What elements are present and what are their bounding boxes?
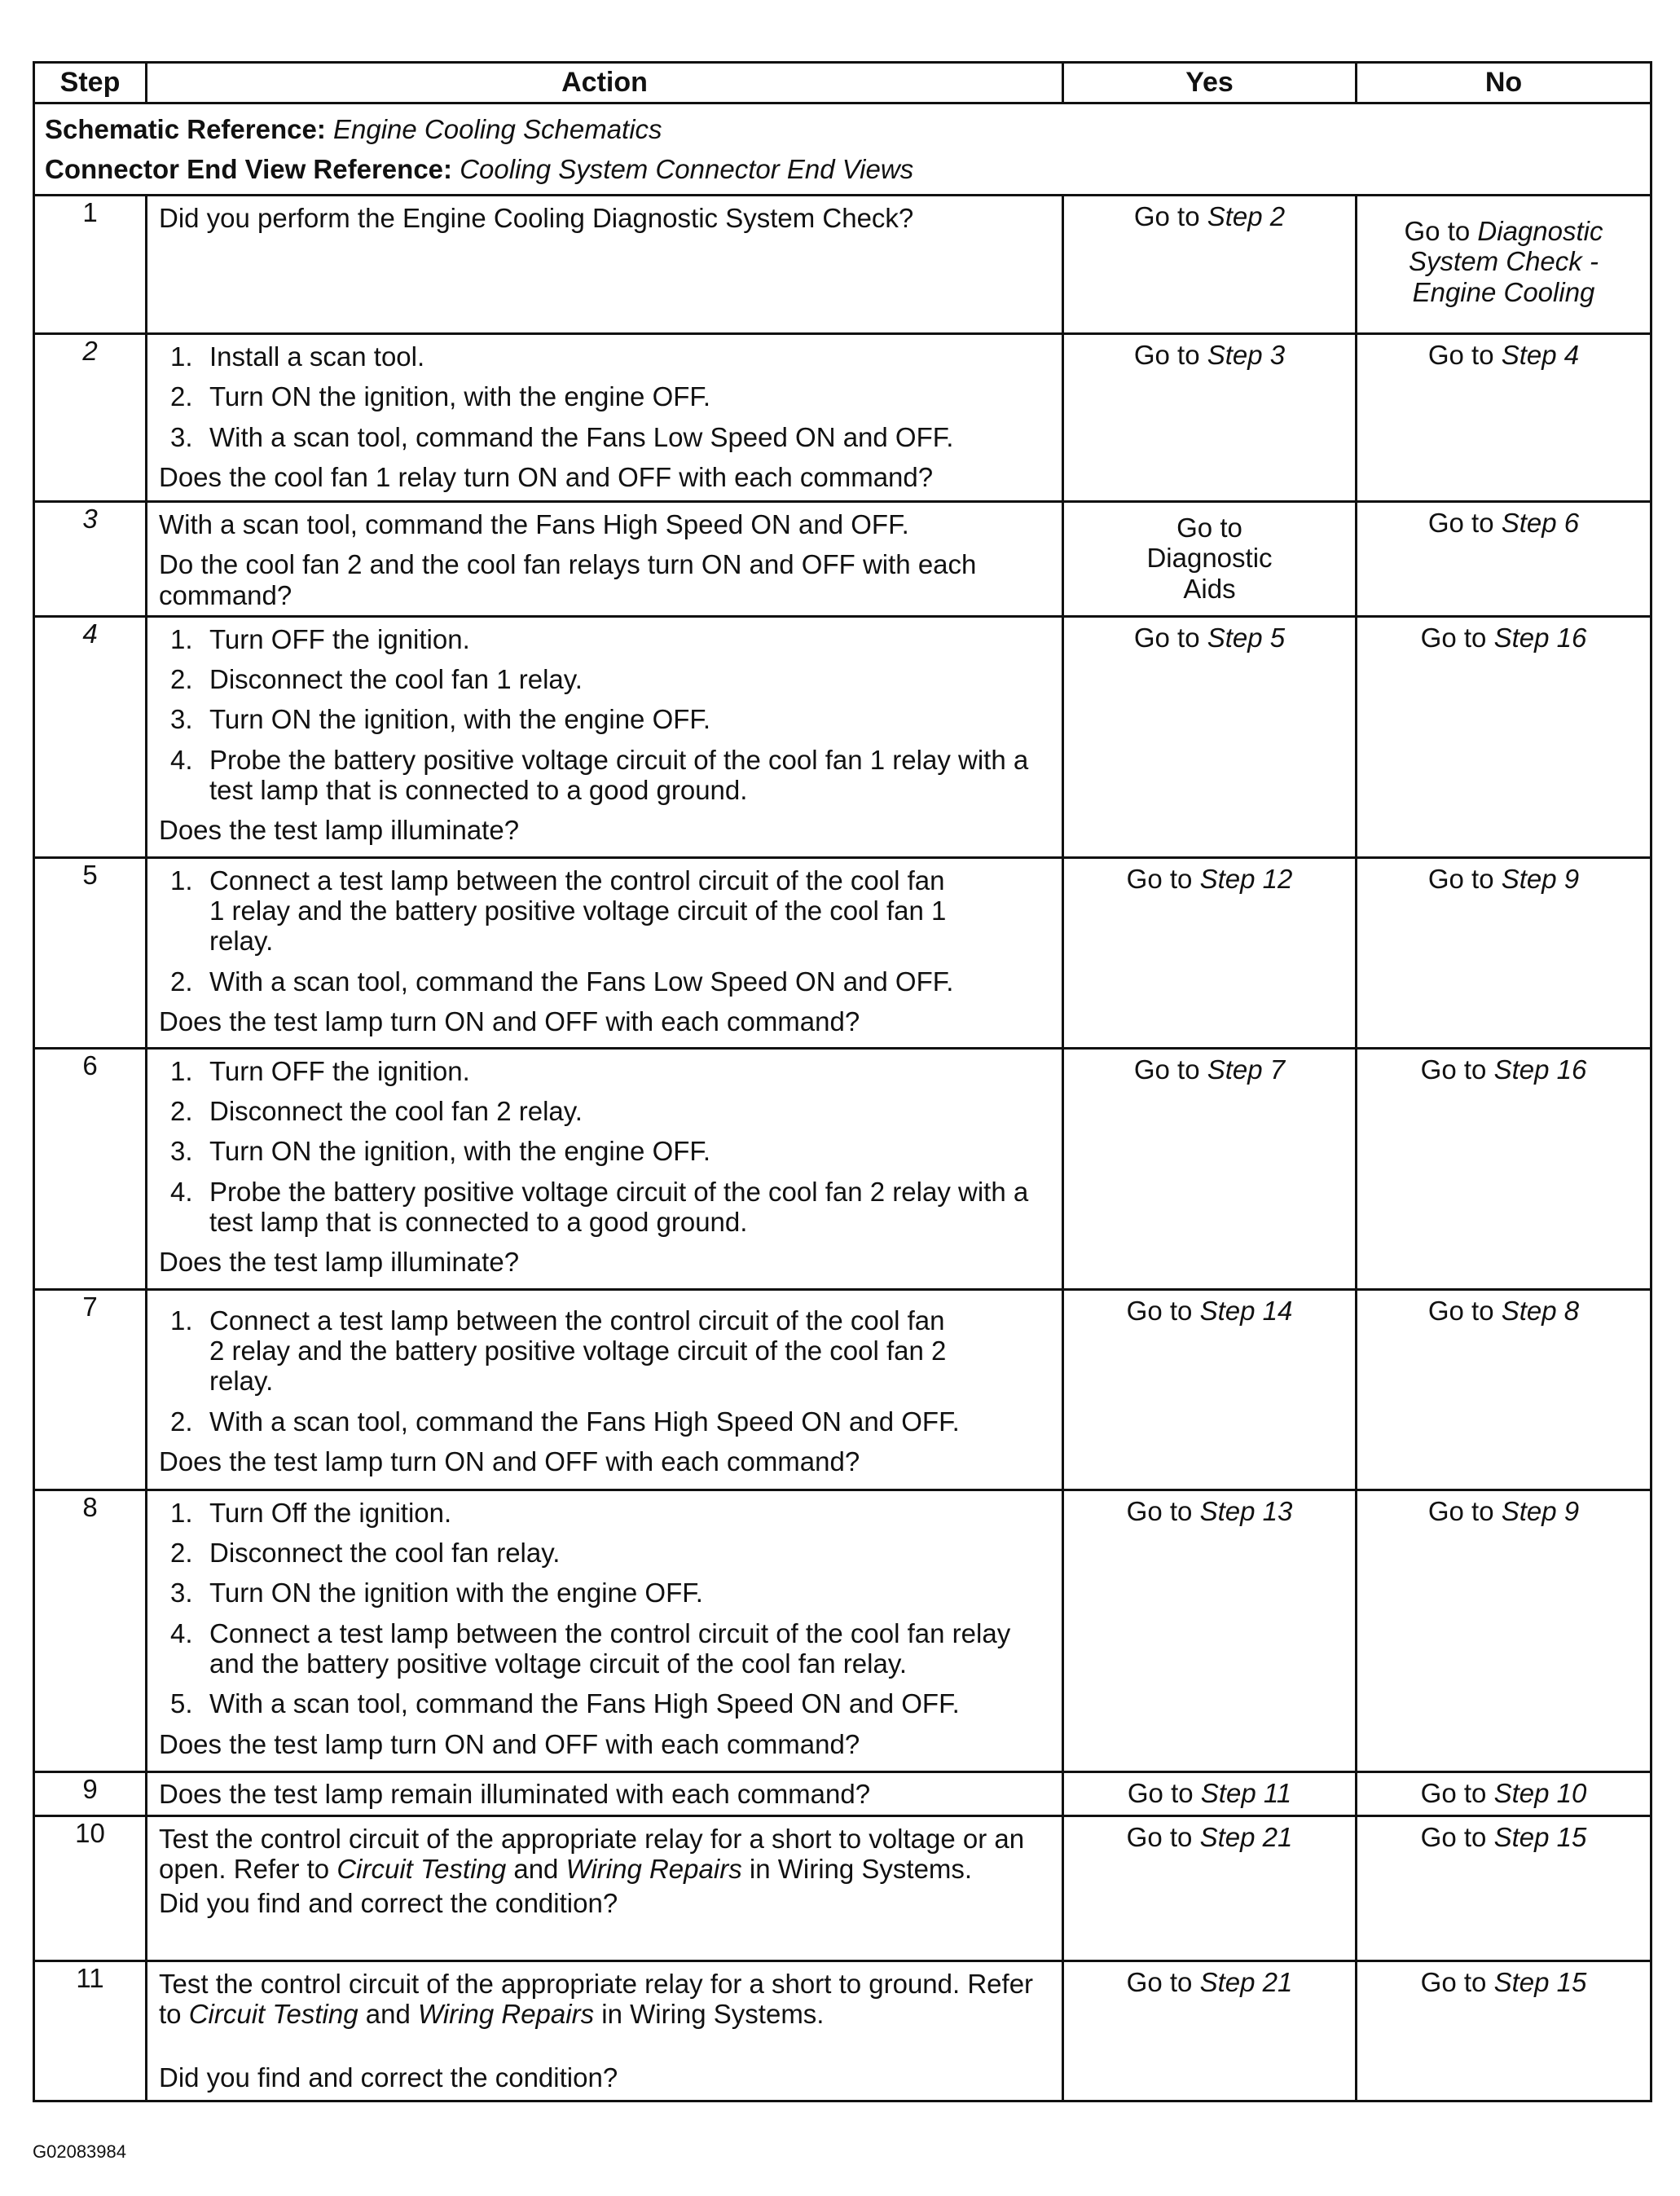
action-cell (147, 502, 1063, 617)
yes-link[interactable]: Step 11 (1200, 1777, 1292, 1808)
no-cell: Go to Step 16 (1357, 1048, 1651, 1289)
yes-link[interactable]: Step 13 (1199, 1495, 1293, 1526)
yes-link[interactable]: Go to Diagnostic Aids (1146, 513, 1273, 604)
action-item: 2. With a scan tool, command the Fans Low Speed ON and OFF. (170, 966, 954, 997)
header-yes: Yes (1063, 63, 1357, 103)
action-cell (147, 1490, 1063, 1771)
action-item: 4. Probe the battery positive voltage circuit of the cool fan 1 relay with a test lamp that is connected to a good ground. (170, 744, 1029, 805)
yes-cell: Go to Step 14 (1063, 1289, 1357, 1490)
yes-cell: Go to Step 3 (1063, 334, 1357, 502)
action-item: 3. Turn ON the ignition, with the engine OFF. (170, 1136, 711, 1167)
question-text: Does the test lamp turn ON and OFF with each command? (159, 1006, 860, 1036)
circuit-testing-link[interactable]: Circuit Testing (336, 1854, 507, 1885)
table-row (34, 502, 1651, 617)
action-cell (147, 857, 1063, 1048)
no-link[interactable]: Step 9 (1501, 1495, 1580, 1526)
connector-reference (45, 149, 1640, 189)
action-item: 2. Disconnect the cool fan 2 relay. (170, 1096, 583, 1127)
no-cell: Go to Diagnostic System Check - Engine Cooling (1357, 196, 1651, 334)
step-number: 9 (34, 1771, 147, 1815)
action-item: 1. Connect a test lamp between the control circuit of the cool fan 1 relay and the battery positive voltage circuit of the cool fan 1 relay. (170, 865, 947, 957)
yes-link[interactable]: Step 12 (1199, 863, 1293, 894)
yes-link[interactable]: Step 14 (1199, 1295, 1293, 1326)
question-text: Did you find and correct the condition? (159, 1887, 618, 1918)
no-cell: Go to Step 15 (1357, 1816, 1651, 1961)
action-text: With a scan tool, command the Fans High Speed ON and OFF. (159, 509, 909, 539)
schematic-reference-link[interactable]: Engine Cooling Schematics (333, 114, 662, 144)
yes-cell: Go to Step 11 (1063, 1771, 1357, 1815)
header-step: Step (34, 63, 147, 103)
step-number: 4 (34, 616, 147, 857)
question-text: Does the test lamp turn ON and OFF with each command? (159, 1446, 860, 1476)
yes-link[interactable]: Step 3 (1207, 340, 1286, 370)
table-row (34, 1816, 1651, 1961)
action-item: 1. Connect a test lamp between the control circuit of the cool fan 2 relay and the battery positive voltage circuit of the cool fan 2 relay. (170, 1305, 947, 1397)
action-cell (147, 196, 1063, 334)
action-cell (147, 1961, 1063, 2101)
no-link[interactable]: Step 16 (1493, 622, 1587, 653)
table-row (34, 1961, 1651, 2101)
table-row (34, 616, 1651, 857)
table-row (34, 1771, 1651, 1815)
header-row (34, 63, 1651, 103)
step-number: 8 (34, 1490, 147, 1771)
no-cell: Go to Step 9 (1357, 857, 1651, 1048)
no-cell: Go to Step 9 (1357, 1490, 1651, 1771)
action-item: 1. Install a scan tool. (170, 341, 425, 372)
question-text: Does the test lamp illuminate? (159, 815, 520, 846)
action-cell (147, 616, 1063, 857)
table-row (34, 857, 1651, 1048)
action-item: 2. Disconnect the cool fan 1 relay. (170, 664, 583, 695)
question-text: Does the cool fan 1 relay turn ON and OFF with each command? (159, 461, 934, 492)
question-text: Did you find and correct the condition? (159, 2062, 618, 2093)
yes-cell: Go to Step 2 (1063, 196, 1357, 334)
step-number: 2 (34, 334, 147, 502)
action-item: 1. Turn Off the ignition. (170, 1497, 452, 1528)
table-row (34, 1048, 1651, 1289)
connector-reference-label: Connector End View Reference: (45, 154, 453, 184)
yes-cell (1063, 502, 1357, 617)
no-cell: Go to Step 6 (1357, 502, 1651, 617)
step-number: 10 (34, 1816, 147, 1961)
no-link[interactable]: Diagnostic System Check - Engine Cooling (1409, 216, 1603, 307)
step-number: 7 (34, 1289, 147, 1490)
step-number: 6 (34, 1048, 147, 1289)
action-item: 4. Probe the battery positive voltage circuit of the cool fan 2 relay with a test lamp that is connected to a good ground. (170, 1176, 1029, 1237)
yes-link[interactable]: Step 21 (1199, 1822, 1293, 1853)
question-text: Did you perform the Engine Cooling Diagnostic System Check? (159, 203, 914, 233)
no-cell: Go to Step 8 (1357, 1289, 1651, 1490)
reference-row (34, 103, 1651, 196)
no-cell: Go to Step 15 (1357, 1961, 1651, 2101)
action-cell (147, 1289, 1063, 1490)
table-row (34, 196, 1651, 334)
yes-cell: Go to Step 21 (1063, 1816, 1357, 1961)
action-item: 1. Turn OFF the ignition. (170, 1055, 470, 1086)
question-text: Does the test lamp illuminate? (159, 1247, 520, 1278)
schematic-reference (45, 109, 1640, 149)
action-cell (147, 1048, 1063, 1289)
circuit-testing-link[interactable]: Circuit Testing (188, 1999, 358, 2030)
action-text: Test the control circuit of the appropriate relay for a short to ground. Refer to Circuit Testing and Wiring Repairs in Wiring Systems. (159, 1969, 1034, 2030)
no-link[interactable]: Step 8 (1501, 1295, 1580, 1326)
yes-cell: Go to Step 12 (1063, 857, 1357, 1048)
figure-code: G02083984 (33, 2141, 126, 2162)
action-item: 5. With a scan tool, command the Fans High Speed ON and OFF. (170, 1688, 960, 1719)
step-number: 11 (34, 1961, 147, 2101)
action-cell (147, 1771, 1063, 1815)
action-cell (147, 334, 1063, 502)
no-link[interactable]: Step 6 (1501, 508, 1580, 538)
action-item: 2. Disconnect the cool fan relay. (170, 1538, 561, 1569)
yes-link[interactable]: Step 2 (1207, 201, 1286, 231)
no-link[interactable]: Step 15 (1493, 1967, 1587, 1998)
table-row (34, 334, 1651, 502)
no-link[interactable]: Step 16 (1493, 1054, 1587, 1085)
schematic-reference-label: Schematic Reference: (45, 114, 326, 144)
action-item: 3. Turn ON the ignition, with the engine OFF. (170, 704, 711, 735)
action-item: 2. With a scan tool, command the Fans High Speed ON and OFF. (170, 1406, 960, 1437)
yes-link[interactable]: Step 21 (1199, 1967, 1293, 1998)
yes-cell: Go to Step 7 (1063, 1048, 1357, 1289)
yes-cell: Go to Step 21 (1063, 1961, 1357, 2101)
no-link[interactable]: Step 10 (1493, 1777, 1587, 1808)
question-text: Does the test lamp turn ON and OFF with each command? (159, 1728, 860, 1759)
no-link[interactable]: Step 9 (1501, 863, 1580, 894)
wiring-repairs-link[interactable]: Wiring Repairs (565, 1854, 742, 1885)
yes-cell: Go to Step 13 (1063, 1490, 1357, 1771)
action-item: 3. Turn ON the ignition with the engine OFF. (170, 1578, 703, 1608)
no-cell: Go to Step 10 (1357, 1771, 1651, 1815)
no-link[interactable]: Step 4 (1501, 340, 1580, 370)
no-cell: Go to Step 4 (1357, 334, 1651, 502)
wiring-repairs-link[interactable]: Wiring Repairs (417, 1999, 595, 2030)
no-link[interactable]: Step 15 (1493, 1822, 1587, 1853)
yes-link[interactable]: Step 5 (1207, 622, 1286, 653)
yes-link[interactable]: Step 7 (1207, 1054, 1286, 1085)
question-text: Does the test lamp remain illuminated with each command? (159, 1778, 871, 1809)
step-number: 3 (34, 502, 147, 617)
action-item: 4. Connect a test lamp between the control circuit of the cool fan relay and the battery positive voltage circuit of the cool fan relay. (170, 1617, 1011, 1679)
yes-cell: Go to Step 5 (1063, 616, 1357, 857)
table-row (34, 1289, 1651, 1490)
connector-reference-link[interactable]: Cooling System Connector End Views (460, 154, 914, 184)
diagnostic-table (33, 61, 1652, 2102)
question-text: Do the cool fan 2 and the cool fan relays turn ON and OFF with each command? (159, 549, 977, 610)
no-cell: Go to Step 16 (1357, 616, 1651, 857)
header-no: No (1357, 63, 1651, 103)
table-row (34, 1490, 1651, 1771)
action-item: 2. Turn ON the ignition, with the engine OFF. (170, 381, 711, 412)
action-cell (147, 1816, 1063, 1961)
action-item: 3. With a scan tool, command the Fans Low Speed ON and OFF. (170, 421, 954, 452)
step-number: 5 (34, 857, 147, 1048)
action-item: 1. Turn OFF the ignition. (170, 623, 470, 654)
action-text: Test the control circuit of the appropriate relay for a short to voltage or an open. Refer to Circuit Testing and Wiring Repairs in Wiring Systems. (159, 1824, 1025, 1885)
header-action: Action (147, 63, 1063, 103)
step-number: 1 (34, 196, 147, 334)
reference-cell (34, 103, 1651, 196)
